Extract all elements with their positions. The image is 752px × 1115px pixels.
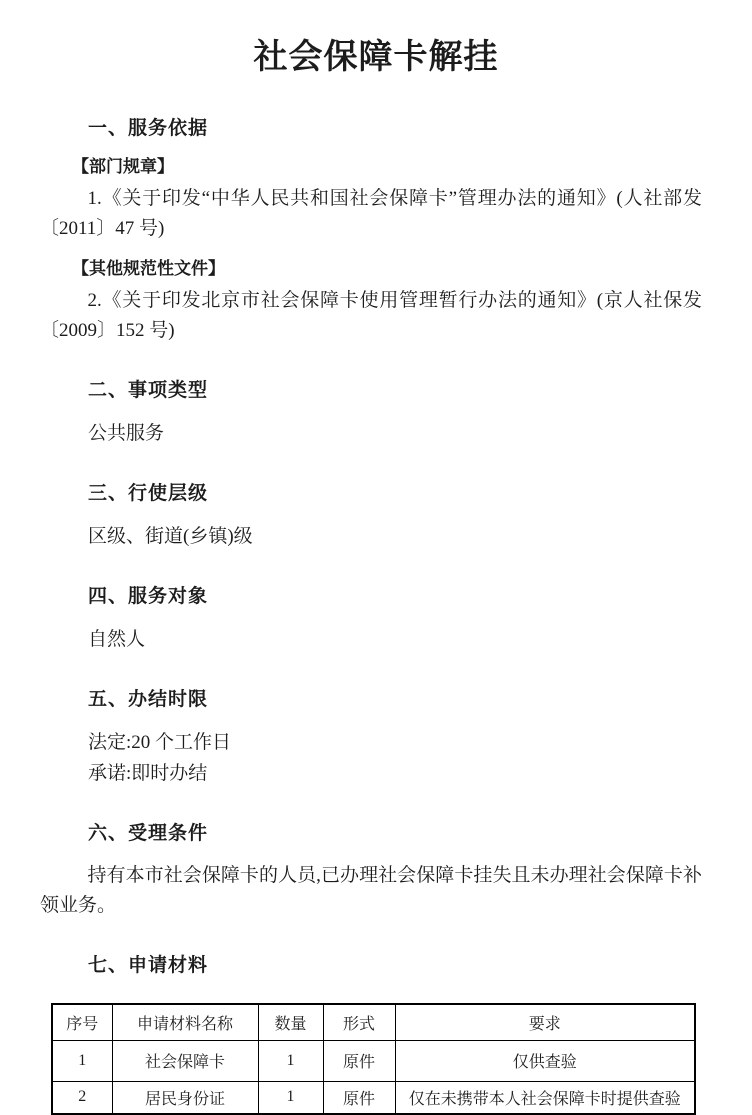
table-header-row <box>52 1004 695 1040</box>
table-cell-qty: 1 <box>258 1040 323 1081</box>
table-cell-name: 社会保障卡 <box>112 1040 258 1081</box>
section-heading-acceptance-conditions: 六、受理条件 <box>88 823 209 844</box>
document-body <box>0 118 752 1115</box>
table-header-name: 申请材料名称 <box>112 1004 258 1040</box>
exercise-level-value: 区级、街道(乡镇)级 <box>88 526 253 547</box>
table-header-qty: 数量 <box>258 1004 323 1040</box>
table-header-req: 要求 <box>395 1004 695 1040</box>
service-target-value: 自然人 <box>88 629 146 650</box>
section-heading-completion-time: 五、办结时限 <box>88 689 209 710</box>
label-other-normative-documents: 【其他规范性文件】 <box>72 259 225 278</box>
section-heading-exercise-level: 三、行使层级 <box>88 483 209 504</box>
section-heading-item-type: 二、事项类型 <box>88 380 209 401</box>
document-title: 社会保障卡解挂 <box>253 39 499 76</box>
regulation-item-2: 2.《关于印发北京市社会保障卡使用管理暂行办法的通知》(京人社保发〔2009〕152 号) <box>40 290 702 341</box>
regulation-item-1: 1.《关于印发“中华人民共和国社会保障卡”管理办法的通知》(人社部发〔2011〕47 号) <box>40 188 702 239</box>
table-cell-form: 原件 <box>323 1040 395 1081</box>
table-cell-name: 居民身份证 <box>112 1081 258 1114</box>
table-cell-req: 仅供查验 <box>395 1040 695 1081</box>
item-type-value: 公共服务 <box>88 423 165 444</box>
section-heading-service-target: 四、服务对象 <box>88 586 209 607</box>
acceptance-conditions-text: 持有本市社会保障卡的人员,已办理社会保障卡挂失且未办理社会保障卡补领业务。 <box>40 865 702 916</box>
table-cell-seq: 2 <box>52 1081 112 1114</box>
promised-time-limit: 承诺:即时办结 <box>88 763 208 784</box>
table-cell-req: 仅在未携带本人社会保障卡时提供查验 <box>395 1081 695 1114</box>
statutory-time-limit: 法定:20 个工作日 <box>88 732 232 753</box>
table-cell-qty: 1 <box>258 1081 323 1114</box>
section-heading-service-basis: 一、服务依据 <box>88 118 209 139</box>
table-header-seq: 序号 <box>52 1004 112 1040</box>
table-header-form: 形式 <box>323 1004 395 1040</box>
section-heading-application-materials: 七、申请材料 <box>88 955 209 976</box>
table-cell-form: 原件 <box>323 1081 395 1114</box>
label-department-regulations: 【部门规章】 <box>72 157 174 176</box>
table-cell-seq: 1 <box>52 1040 112 1081</box>
materials-table <box>51 1003 696 1115</box>
table-row <box>52 1040 695 1081</box>
table-row <box>52 1081 695 1114</box>
